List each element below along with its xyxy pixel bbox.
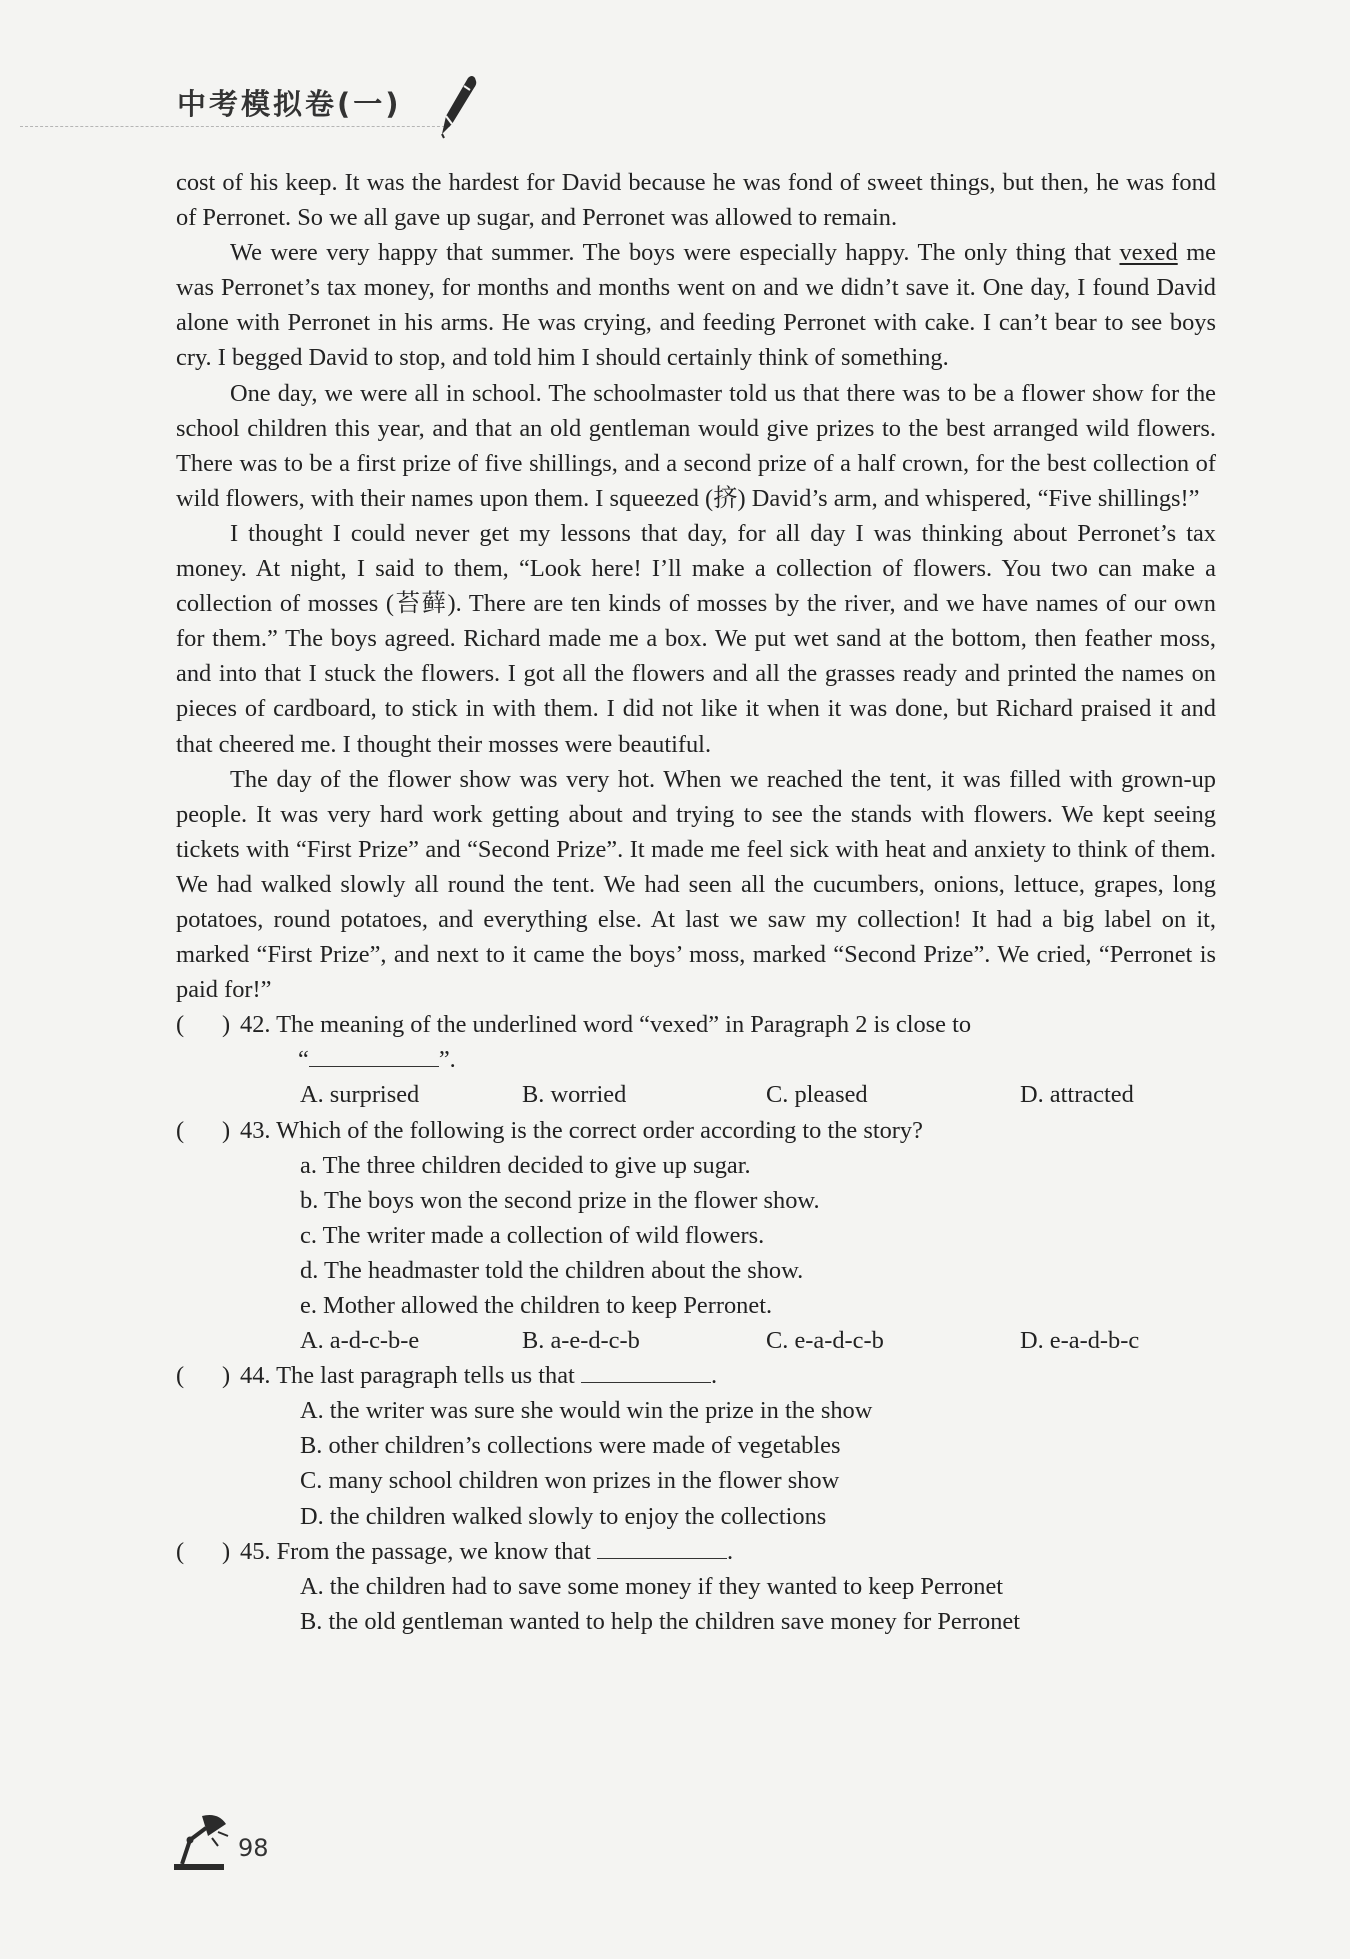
- option-b[interactable]: B. other children’s collections were made of vegetables: [300, 1432, 841, 1460]
- desk-lamp-icon: [172, 1810, 236, 1874]
- event-a: a. The three children decided to give up sugar.: [300, 1151, 751, 1179]
- event-d: d. The headmaster told the children about the show.: [300, 1256, 804, 1284]
- passage-paragraph-3: One day, we were all in school. The schoolmaster told us that there was to be a flower show for the school children this year, and that an old gentleman would give prizes to the best arranged wild flowers. There was to be a first prize of five shillings, and a second prize of a half crown, for the best collection of wild flowers, with their names upon them. I squeezed (挤) David’s arm, and whispered, “Five shillings!”: [176, 379, 1216, 512]
- question-44-stem-line: 44. The last paragraph tells us that .: [240, 1362, 718, 1390]
- option-d[interactable]: D. the children walked slowly to enjoy the collections: [300, 1502, 827, 1530]
- question-42: [176, 1007, 1216, 1042]
- question-43-stem: 43. Which of the following is the correct order according to the story?: [240, 1116, 923, 1144]
- answer-bracket[interactable]: ( ): [176, 1011, 231, 1039]
- page-number: 98: [238, 1834, 269, 1862]
- option-d[interactable]: D. attracted: [1020, 1081, 1134, 1109]
- option-d[interactable]: D. e-a-d-b-c: [1020, 1327, 1140, 1355]
- underlined-word-vexed: vexed: [1119, 239, 1178, 267]
- event-c: c. The writer made a collection of wild flowers.: [300, 1221, 765, 1249]
- answer-bracket[interactable]: ( ): [176, 1362, 231, 1390]
- option-c[interactable]: C. pleased: [766, 1081, 868, 1109]
- event-b: b. The boys won the second prize in the flower show.: [300, 1186, 820, 1214]
- answer-blank[interactable]: [581, 1381, 711, 1383]
- answer-blank[interactable]: [597, 1557, 727, 1559]
- option-c[interactable]: C. many school children won prizes in the flower show: [300, 1467, 840, 1495]
- exam-content: [176, 165, 1216, 1639]
- question-44-stem: 44. The last paragraph tells us that: [240, 1362, 575, 1390]
- page-footer: [172, 1810, 292, 1880]
- pen-icon: [430, 72, 480, 142]
- passage-paragraph-4: I thought I could never get my lessons that day, for all day I was thinking about Perronet’s tax money. At night, I said to them, “Look here! I’ll make a collection of flowers. You two can make a collection of mosses (苔藓). There are ten kinds of mosses by the river, and we have names of our own for them.” The boys agreed. Richard made me a box. We put wet sand at the bottom, then feather moss, and into that I stuck the flowers. I got all the flowers and all the grasses ready and printed the names on pieces of cardboard, to stick in with them. I did not like it when it was done, but Richard praised it and that cheered me. I thought their mosses were beautiful.: [176, 519, 1216, 758]
- page-header: [20, 68, 450, 130]
- option-a[interactable]: A. a-d-c-b-e: [300, 1327, 420, 1355]
- passage-paragraph-2: [176, 235, 1216, 375]
- option-a[interactable]: A. surprised: [300, 1081, 420, 1109]
- option-c[interactable]: C. e-a-d-c-b: [766, 1327, 884, 1355]
- header-rule: [20, 126, 450, 127]
- passage-paragraph-1: cost of his keep. It was the hardest for David because he was fond of sweet things, but then, he was fond of Perronet. So we all gave up sugar, and Perronet was allowed to remain.: [176, 169, 1216, 232]
- question-45-stem-line: 45. From the passage, we know that .: [240, 1537, 734, 1565]
- passage-paragraph-5: The day of the flower show was very hot. When we reached the tent, it was filled with grown-up people. It was very hard work getting about and trying to see the stands with flowers. We kept seeing tickets with “First Prize” and “Second Prize”. It made me feel sick with heat and anxiety to think of them. We had walked slowly all round the tent. We had seen all the cucumbers, onions, lettuce, grapes, long potatoes, round potatoes, and everything else. At last we saw my collection! It had a big label on it, marked “First Prize”, and next to it came the boys’ moss, marked “Second Prize”. We cried, “Perronet is paid for!”: [176, 765, 1216, 1004]
- option-b[interactable]: B. the old gentleman wanted to help the children save money for Perronet: [300, 1607, 1020, 1635]
- question-42-blank-line: “ ”.: [298, 1046, 456, 1074]
- question-42-stem: 42. The meaning of the underlined word “vexed” in Paragraph 2 is close to: [240, 1011, 972, 1039]
- question-43: [176, 1113, 1216, 1148]
- event-e: e. Mother allowed the children to keep Perronet.: [300, 1292, 773, 1319]
- option-b[interactable]: B. a-e-d-c-b: [522, 1327, 640, 1355]
- paragraph-2-rest: me was Perronet’s tax money, for months and months went on and we didn’t save it. One day, I found David alone with Perronet in his arms. He was crying, and feeding Perronet with cake. I can’t bear to see boys cry. I begged David to stop, and told him I should certainly think of something.: [176, 239, 1216, 372]
- option-a[interactable]: A. the writer was sure she would win the prize in the show: [300, 1397, 873, 1425]
- paragraph-2-start: We were very happy that summer. The boys were especially happy. The only thing that: [230, 239, 1120, 267]
- answer-bracket[interactable]: ( ): [176, 1116, 231, 1144]
- answer-bracket[interactable]: ( ): [176, 1537, 231, 1565]
- option-a[interactable]: A. the children had to save some money if they wanted to keep Perronet: [300, 1572, 1004, 1600]
- question-43-options: [176, 1323, 1216, 1358]
- question-42-options: [176, 1077, 1216, 1112]
- question-45-stem: 45. From the passage, we know that: [240, 1537, 591, 1565]
- answer-blank[interactable]: [309, 1065, 439, 1067]
- question-45: [176, 1534, 1216, 1569]
- question-44: [176, 1358, 1216, 1393]
- header-title: 中考模拟卷(一): [177, 87, 402, 121]
- option-b[interactable]: B. worried: [522, 1081, 627, 1109]
